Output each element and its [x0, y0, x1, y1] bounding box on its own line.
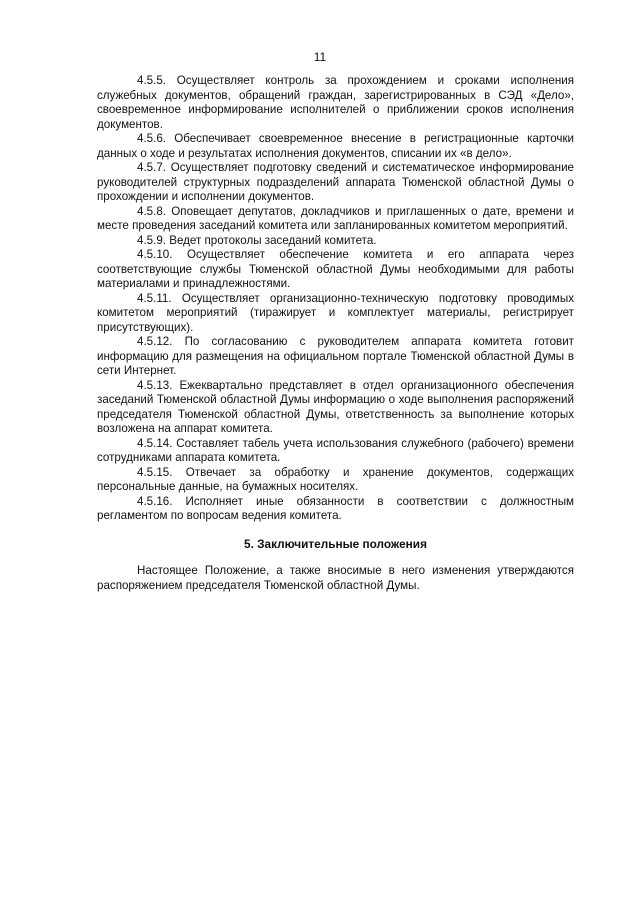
clause-4-5-10: 4.5.10. Осуществляет обеспечение комитета и его аппарата через соответствующие службы Тюменской областной Думы необходимыми для работы материалами и принадлежностями. [97, 248, 574, 290]
section-title: 5. Заключительные положения [244, 536, 427, 551]
clause-4-5-16: 4.5.16. Исполняет иные обязанности в соответствии с должностным регламентом по вопросам ведения комитета. [97, 494, 574, 522]
clause-4-5-6: 4.5.6. Обеспечивает своевременное внесение в регистрационные карточки данных о ходе и результатах исполнения документов, списании их «в дело». [97, 132, 574, 160]
clause-4-5-15: 4.5.15. Отвечает за обработку и хранение документов, содержащих персональные данные, на бумажных носителях. [97, 465, 574, 493]
clause-4-5-8: 4.5.8. Оповещает депутатов, докладчиков и приглашенных о дате, времени и месте проведения заседаний комитета или запланированных комитетом мероприятий. [97, 204, 574, 232]
clause-4-5-5: 4.5.5. Осуществляет контроль за прохождением и сроками исполнения служебных документов, обращений граждан, зарегистрированных в СЭД «Дело», своевременное информирование исполнителей о приближении сроков исполнения документов. [97, 74, 574, 131]
clause-4-5-11: 4.5.11. Осуществляет организационно-техническую подготовку проводимых комитетом мероприятий (тиражирует и комплектует материалы, регистрирует присутствующих). [97, 291, 574, 334]
page-number: 11 [313, 50, 327, 64]
clause-4-5-13: 4.5.13. Ежеквартально представляет в отдел организационного обеспечения заседаний Тюменской областной Думы информацию о ходе выполнения распоряжений председателя Тюменской областной Думы, ответственность за выполнение которых возложена на аппарат комитета. [97, 378, 574, 435]
closing-paragraph: Настоящее Положение, а также вносимые в него изменения утверждаются распоряжением председателя Тюменской областной Думы. [97, 564, 574, 592]
clause-4-5-9: 4.5.9. Ведет протоколы заседаний комитета. [137, 233, 377, 247]
clause-4-5-12: 4.5.12. По согласованию с руководителем аппарата комитета готовит информацию для размещения на официальном портале Тюменской областной Думы в сети Интернет. [97, 335, 574, 377]
document-body [97, 74, 574, 593]
clause-4-5-14: 4.5.14. Составляет табель учета использования служебного (рабочего) времени сотрудниками аппарата комитета. [97, 436, 574, 464]
clause-4-5-7: 4.5.7. Осуществляет подготовку сведений и систематическое информирование руководителей структурных подразделений аппарата Тюменской областной Думы о прохождении и исполнении документов. [97, 161, 574, 203]
